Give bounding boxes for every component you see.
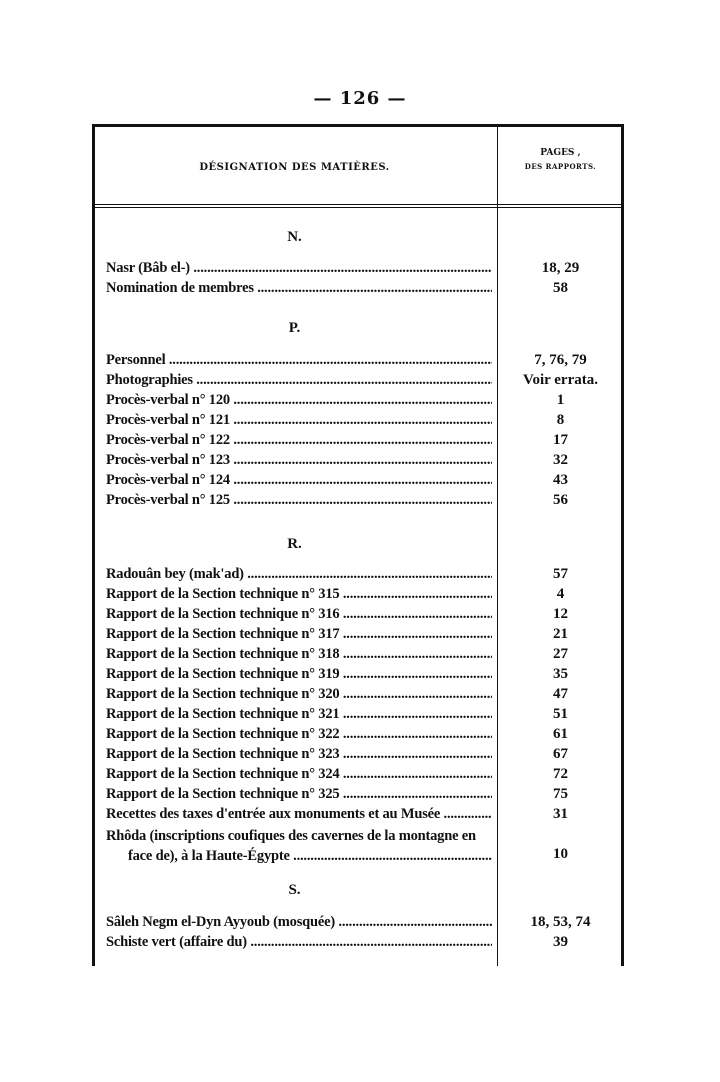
index-row [92,260,624,280]
index-entry: Rapport de la Section technique n° 320 ..... [106,686,492,706]
index-entry: Procès-verbal n° 125 ..... [106,492,492,512]
index-row [92,746,624,766]
page-reference: 57 [553,566,568,582]
index-entry: Recettes des taxes d'entrée aux monuments et au Musée ..... [106,806,492,826]
page-reference: 39 [553,934,568,950]
index-entry: Personnel ..... [106,352,492,372]
page-reference: 4 [556,586,565,602]
page-reference: 12 [553,606,568,622]
index-row [92,492,624,512]
page-reference: 27 [553,646,568,662]
index-row [92,726,624,746]
pages-header-label: PAGES , [540,148,581,158]
pages-header-sublabel: DES RAPPORTS. [524,162,597,171]
index-row [92,452,624,472]
index-entry: Rapport de la Section technique n° 318 ..... [106,646,492,666]
page-reference: 47 [553,686,568,702]
index-entry: Rapport de la Section technique n° 319 ..... [106,666,492,686]
index-row [92,706,624,726]
page-reference: 7, 76, 79 [534,352,587,368]
index-row [92,826,624,866]
index-entry: Rapport de la Section technique n° 322 ..... [106,726,492,746]
index-entry-line2: face de), à la Haute-Égypte ..... [106,846,492,866]
index-row [92,626,624,646]
index-entry: Rapport de la Section technique n° 315 ..... [106,586,492,606]
index-row [92,352,624,372]
index-table [92,124,624,966]
page-reference: 56 [553,492,568,508]
index-row [92,392,624,412]
page-reference: 67 [553,746,568,762]
index-entry: Procès-verbal n° 124 ..... [106,472,492,492]
index-row [92,412,624,432]
index-row [92,786,624,806]
index-entry: Procès-verbal n° 123 ..... [106,452,492,472]
page-reference: 43 [553,472,568,488]
page-reference: 21 [553,626,568,642]
index-row [92,646,624,666]
page-reference: 8 [556,412,565,428]
page-reference: 51 [553,706,568,722]
index-entry: Radouân bey (mak'ad) ..... [106,566,492,586]
index-row [92,586,624,606]
page-reference: 32 [553,452,568,468]
index-row [92,280,624,300]
index-entry [106,826,492,866]
index-entry: Nomination de membres ..... [106,280,492,300]
index-entry: Rapport de la Section technique n° 317 ..... [106,626,492,646]
page-reference: 17 [553,432,568,448]
section-letter: N. [287,229,302,245]
index-row [92,606,624,626]
index-row [92,372,624,392]
index-row [92,566,624,586]
index-row [92,914,624,934]
index-row [92,666,624,686]
index-entry: Rapport de la Section technique n° 316 ..... [106,606,492,626]
index-entry: Schiste vert (affaire du) ..... [106,934,492,954]
page-reference: 18, 29 [541,260,580,276]
page-reference: 35 [553,666,568,682]
page-reference: 61 [553,726,568,742]
index-entry: Nasr (Bâb el-) ..... [106,260,492,280]
page-reference: 10 [553,846,568,862]
index-entry: Rapport de la Section technique n° 323 ..... [106,746,492,766]
index-entry: Procès-verbal n° 121 ..... [106,412,492,432]
page-reference: Voir errata. [523,372,598,388]
index-row [92,686,624,706]
page-reference: 75 [553,786,568,802]
page-reference: 72 [553,766,568,782]
index-sections [92,124,624,966]
page-reference: 1 [556,392,565,408]
page-reference: 58 [553,280,568,296]
section-letter: S. [288,882,301,898]
index-row [92,934,624,954]
index-entry: Rapport de la Section technique n° 325 ..... [106,786,492,806]
index-entry: Sâleh Negm el-Dyn Ayyoub (mosquée) ..... [106,914,492,934]
page-number: — 126 — [313,88,407,109]
index-row [92,472,624,492]
page-reference: 31 [553,806,568,822]
section-letter: P. [288,320,301,336]
index-row [92,806,624,826]
page-reference: 18, 53, 74 [530,914,591,930]
index-entry: Photographies ..... [106,372,492,392]
index-entry: Rapport de la Section technique n° 321 ..... [106,706,492,726]
index-row [92,766,624,786]
index-entry: Rapport de la Section technique n° 324 ..... [106,766,492,786]
index-entry: Procès-verbal n° 120 ..... [106,392,492,412]
index-entry-line1: Rhôda (inscriptions coufiques des cavernes de la montagne en [106,828,476,844]
column-header-designation: DÉSIGNATION DES MATIÈRES. [199,162,390,173]
section-letter: R. [287,536,302,552]
index-entry: Procès-verbal n° 122 ..... [106,432,492,452]
index-row [92,432,624,452]
